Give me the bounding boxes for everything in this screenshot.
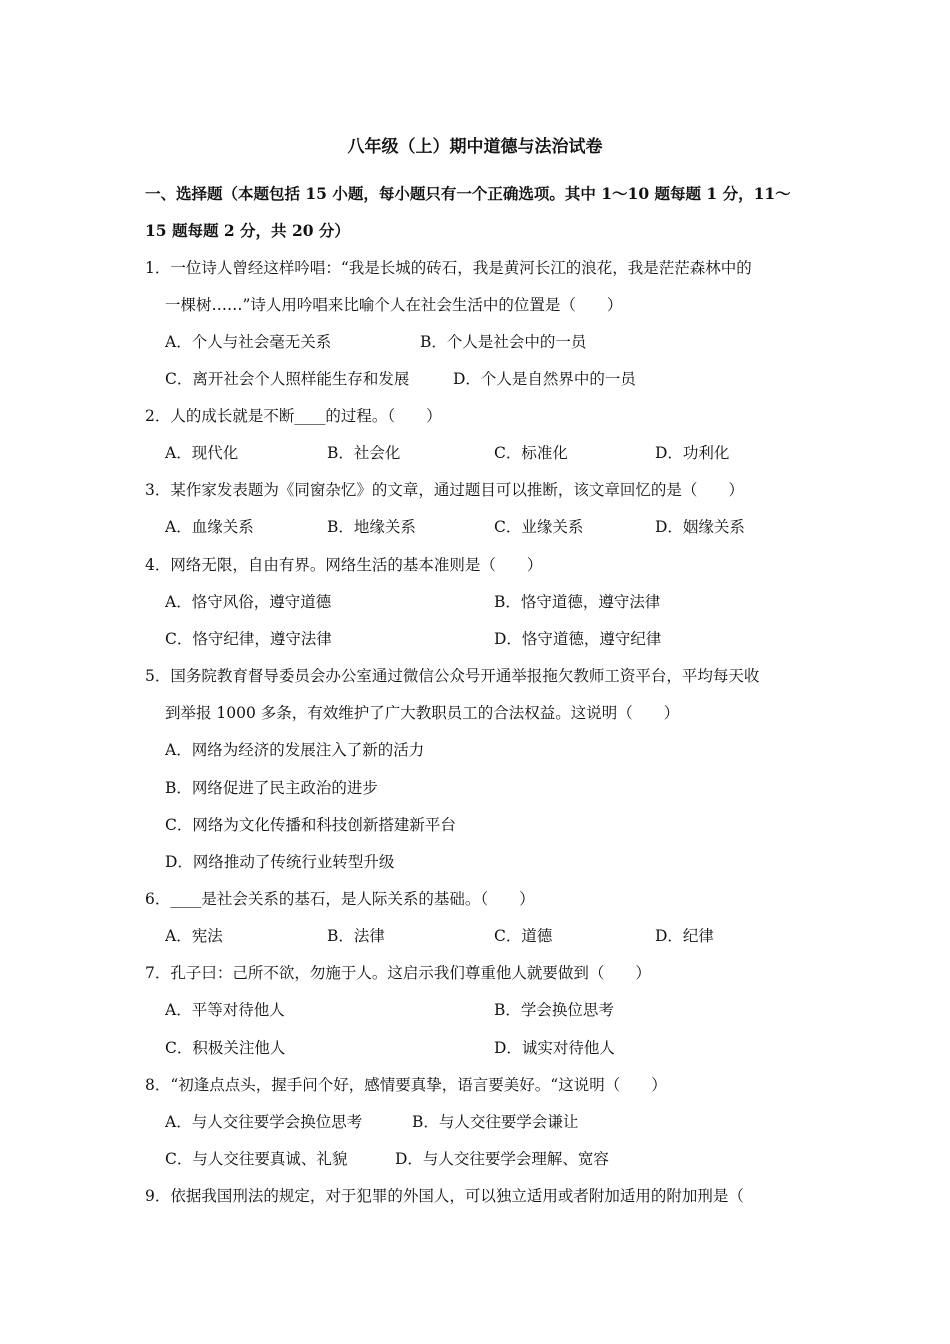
section-heading-line1: 一、选择题（本题包括 15 小题，每小题只有一个正确选项。其中 1～10 题每题 1 分，11～ <box>145 184 791 203</box>
question-6-option-d: D．纪律 <box>655 927 714 945</box>
question-8-option-c: C．与人交往要真诚、礼貌 <box>165 1150 348 1168</box>
section-heading-line2: 15 题每题 2 分，共 20 分） <box>145 221 350 240</box>
question-3-option-b: B．地缘关系 <box>327 518 416 536</box>
question-7-option-b: B．学会换位思考 <box>494 1001 614 1019</box>
question-6-option-b: B．法律 <box>327 927 385 945</box>
question-7-option-d: D．诚实对待他人 <box>494 1039 615 1057</box>
question-2-option-b: B．社会化 <box>327 444 401 462</box>
question-4-option-c: C．恪守纪律，遵守法律 <box>165 630 332 648</box>
question-9-stem: 9．依据我国刑法的规定，对于犯罪的外国人，可以独立适用或者附加适用的附加刑是（ <box>145 1187 744 1205</box>
question-7-option-c: C．积极关注他人 <box>165 1039 286 1057</box>
question-1-option-d: D．个人是自然界中的一员 <box>453 370 636 388</box>
question-5-option-b: B．网络促进了民主政治的进步 <box>165 779 378 797</box>
page-title: 八年级（上）期中道德与法治试卷 <box>347 137 603 157</box>
question-2-stem: 2．人的成长就是不断____的过程。（ ） <box>145 407 442 425</box>
question-3-stem: 3．某作家发表题为《同窗杂忆》的文章，通过题目可以推断，该文章回忆的是（ ） <box>145 481 744 499</box>
question-7-option-a: A．平等对待他人 <box>165 1001 285 1019</box>
question-6-stem: 6．____是社会关系的基石，是人际关系的基础。（ ） <box>145 890 535 908</box>
question-5-stem-line2: 到举报 1000 多条，有效维护了广大教职员工的合法权益。这说明（ ） <box>165 704 680 722</box>
question-7-stem: 7．孔子曰：己所不欲，勿施于人。这启示我们尊重他人就要做到（ ） <box>145 964 651 982</box>
question-2-option-a: A．现代化 <box>165 444 239 462</box>
question-5-option-a: A．网络为经济的发展注入了新的活力 <box>165 741 425 759</box>
question-1-option-a: A．个人与社会毫无关系 <box>165 333 332 351</box>
question-1-option-c: C．离开社会个人照样能生存和发展 <box>165 370 410 388</box>
question-8-option-d: D．与人交往要学会理解、宽容 <box>395 1150 609 1168</box>
question-5-stem-line1: 5．国务院教育督导委员会办公室通过微信公众号开通举报拖欠教师工资平台，平均每天收 <box>145 667 760 685</box>
question-3-option-d: D．姻缘关系 <box>655 518 745 536</box>
question-4-option-d: D．恪守道德，遵守纪律 <box>494 630 662 648</box>
question-4-stem: 4．网络无限，自由有界。网络生活的基本准则是（ ） <box>145 556 543 574</box>
question-6-option-a: A．宪法 <box>165 927 223 945</box>
question-8-stem: 8．“初逢点点头，握手问个好，感情要真挚，语言要美好。“这说明（ ） <box>145 1076 667 1094</box>
question-5-option-c: C．网络为文化传播和科技创新搭建新平台 <box>165 816 456 834</box>
question-5-option-d: D．网络推动了传统行业转型升级 <box>165 853 395 871</box>
question-6-option-c: C．道德 <box>494 927 553 945</box>
question-2-option-c: C．标准化 <box>494 444 568 462</box>
question-4-option-b: B．恪守道德，遵守法律 <box>494 593 661 611</box>
question-8-option-b: B．与人交往要学会谦让 <box>412 1113 579 1131</box>
question-1-stem-line1: 1．一位诗人曾经这样吟唱：“我是长城的砖石，我是黄河长江的浪花，我是茫茫森林中的 <box>145 259 752 277</box>
question-8-option-a: A．与人交往要学会换位思考 <box>165 1113 363 1131</box>
question-3-option-a: A．血缘关系 <box>165 518 254 536</box>
question-4-option-a: A．恪守风俗，遵守道德 <box>165 593 332 611</box>
question-2-option-d: D．功利化 <box>655 444 730 462</box>
question-1-option-b: B．个人是社会中的一员 <box>420 333 587 351</box>
question-1-stem-line2: 一棵树……”诗人用吟唱来比喻个人在社会生活中的位置是（ ） <box>165 296 623 314</box>
question-3-option-c: C．业缘关系 <box>494 518 584 536</box>
